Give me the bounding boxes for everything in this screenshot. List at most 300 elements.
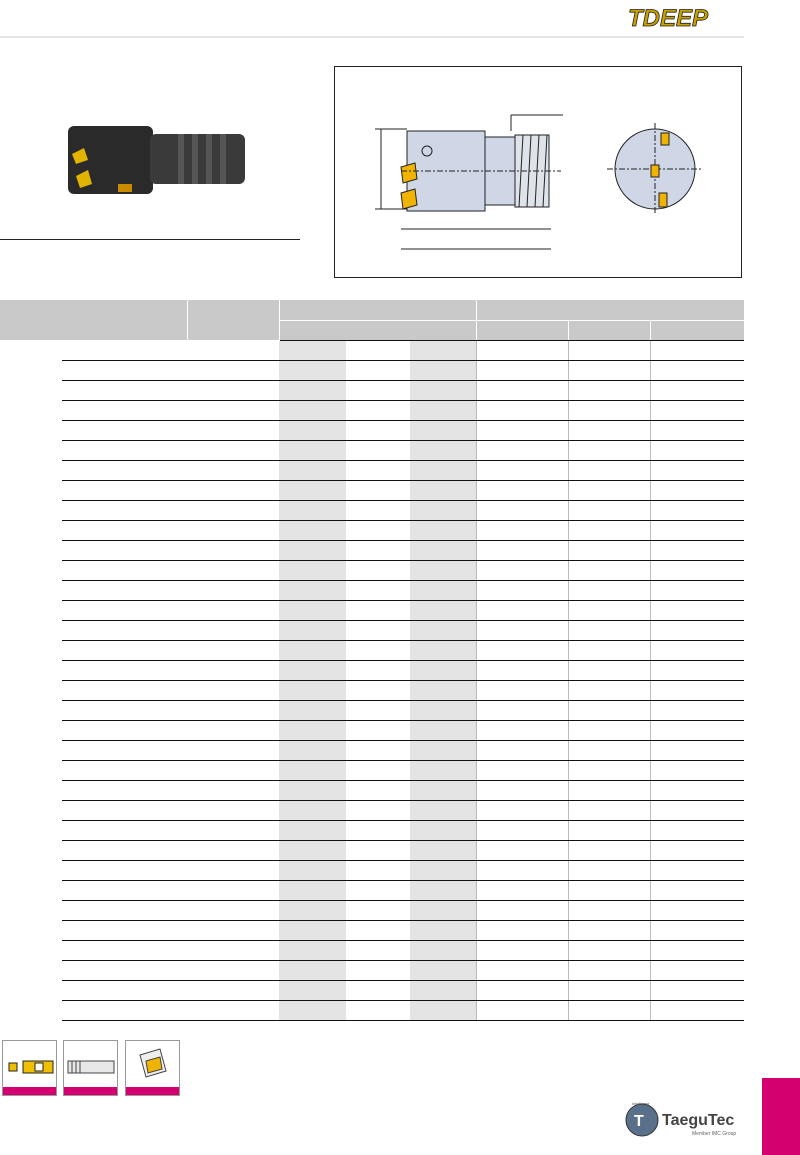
table-cell [476, 541, 568, 561]
table-cell [62, 461, 187, 481]
table-cell [279, 361, 346, 381]
table-cell [0, 961, 62, 981]
table-cell [650, 541, 744, 561]
table-cell [476, 981, 568, 1001]
table-cell [0, 661, 62, 681]
table-cell [187, 441, 279, 461]
table-cell [410, 1001, 476, 1021]
table-cell [62, 941, 187, 961]
table-cell [650, 661, 744, 681]
table-cell [62, 861, 187, 881]
table-cell [62, 541, 187, 561]
table-cell [568, 621, 650, 641]
table-cell [650, 341, 744, 361]
table-cell [650, 381, 744, 401]
table-cell [279, 981, 346, 1001]
table-cell [0, 701, 62, 721]
table-cell [568, 341, 650, 361]
table-row [0, 441, 744, 461]
table-cell [650, 741, 744, 761]
table-row [0, 881, 744, 901]
table-cell [650, 481, 744, 501]
table-cell [346, 641, 410, 661]
table-cell [187, 361, 279, 381]
table-cell [346, 381, 410, 401]
table-cell [650, 941, 744, 961]
table-cell [568, 361, 650, 381]
table-cell [346, 461, 410, 481]
table-cell [279, 581, 346, 601]
table-cell [187, 881, 279, 901]
cutter-dimension-drawing [335, 67, 743, 279]
table-cell [476, 801, 568, 821]
table-cell [62, 621, 187, 641]
table-cell [62, 501, 187, 521]
table-cell [279, 541, 346, 561]
table-cell [650, 921, 744, 941]
table-cell [0, 341, 62, 361]
table-cell [279, 961, 346, 981]
table-cell [476, 741, 568, 761]
brand-name: TaeguTec [662, 1112, 735, 1129]
table-cell [187, 781, 279, 801]
table-cell [568, 701, 650, 721]
table-cell [410, 941, 476, 961]
table-cell [0, 821, 62, 841]
table-row [0, 981, 744, 1001]
table-cell [346, 741, 410, 761]
table-cell [568, 961, 650, 981]
table-cell [650, 581, 744, 601]
table-row [0, 861, 744, 881]
drill-body-icon [63, 1040, 118, 1096]
table-cell [62, 601, 187, 621]
table-cell [279, 381, 346, 401]
table-cell [0, 681, 62, 701]
table-cell [410, 561, 476, 581]
table-cell [279, 701, 346, 721]
table-cell [187, 861, 279, 881]
table-cell [476, 1001, 568, 1021]
table-cell [346, 821, 410, 841]
table-cell [410, 681, 476, 701]
table-cell [0, 881, 62, 901]
table-cell [650, 601, 744, 621]
table-cell [62, 881, 187, 901]
table-cell [0, 861, 62, 881]
table-cell [650, 721, 744, 741]
table-cell [568, 901, 650, 921]
table-cell [187, 521, 279, 541]
table-cell [0, 901, 62, 921]
table-cell [187, 481, 279, 501]
photo-divider [0, 239, 300, 240]
table-cell [410, 801, 476, 821]
table-row [0, 961, 744, 981]
table-cell [187, 661, 279, 681]
table-cell [476, 641, 568, 661]
table-cell [568, 681, 650, 701]
table-cell [346, 361, 410, 381]
table-cell [476, 901, 568, 921]
table-cell [187, 601, 279, 621]
table-cell [62, 841, 187, 861]
table-cell [410, 441, 476, 461]
table-cell [410, 341, 476, 361]
table-cell [0, 981, 62, 1001]
table-cell [346, 421, 410, 441]
table-cell [279, 841, 346, 861]
table-cell [279, 821, 346, 841]
table-cell [568, 1001, 650, 1021]
table-cell [650, 361, 744, 381]
table-cell [62, 1001, 187, 1021]
table-cell [650, 441, 744, 461]
table-cell [62, 921, 187, 941]
table-cell [279, 941, 346, 961]
table-cell [410, 901, 476, 921]
table-cell [650, 561, 744, 581]
table-cell [279, 461, 346, 481]
table-cell [410, 401, 476, 421]
table-cell [279, 741, 346, 761]
taegutec-logo [624, 1100, 746, 1140]
table-cell [279, 421, 346, 441]
table-row [0, 901, 744, 921]
table-cell [650, 521, 744, 541]
table-row [0, 401, 744, 421]
table-cell [476, 681, 568, 701]
table-cell [346, 841, 410, 861]
table-cell [650, 821, 744, 841]
table-cell [476, 521, 568, 541]
table-cell [346, 401, 410, 421]
table-cell [650, 841, 744, 861]
table-cell [62, 561, 187, 581]
table-cell [187, 941, 279, 961]
table-cell [62, 741, 187, 761]
table-cell [279, 721, 346, 741]
table-cell [346, 921, 410, 941]
tdeep-logo [628, 4, 746, 30]
table-cell [346, 521, 410, 541]
table-row [0, 721, 744, 741]
table-cell [62, 781, 187, 801]
table-cell [279, 521, 346, 541]
table-cell [476, 701, 568, 721]
table-cell [62, 581, 187, 601]
table-cell [476, 861, 568, 881]
table-cell [568, 501, 650, 521]
table-cell [279, 441, 346, 461]
table-cell [650, 501, 744, 521]
table-row [0, 701, 744, 721]
table-cell [346, 801, 410, 821]
table-row [0, 841, 744, 861]
table-cell [62, 441, 187, 461]
table-cell [650, 801, 744, 821]
table-cell [346, 961, 410, 981]
table-cell [410, 781, 476, 801]
table-cell [410, 821, 476, 841]
table-row [0, 601, 744, 621]
table-cell [62, 721, 187, 741]
table-cell [476, 881, 568, 901]
table-cell [187, 1001, 279, 1021]
table-cell [650, 881, 744, 901]
table-cell [346, 981, 410, 1001]
table-cell [410, 581, 476, 601]
table-cell [0, 601, 62, 621]
table-cell [0, 581, 62, 601]
table-cell [346, 501, 410, 521]
table-row [0, 621, 744, 641]
table-cell [0, 401, 62, 421]
table-cell [410, 461, 476, 481]
table-cell [187, 721, 279, 741]
table-cell [410, 701, 476, 721]
table-row [0, 741, 744, 761]
designation-header [0, 300, 187, 341]
table-row [0, 641, 744, 661]
table-cell [0, 741, 62, 761]
technical-drawing [334, 66, 742, 278]
table-cell [187, 981, 279, 1001]
table-row [0, 561, 744, 581]
table-cell [650, 461, 744, 481]
table-cell [476, 481, 568, 501]
table-cell [650, 781, 744, 801]
table-row [0, 661, 744, 681]
table-cell [650, 701, 744, 721]
table-cell [568, 461, 650, 481]
table-cell [0, 381, 62, 401]
table-cell [410, 621, 476, 641]
table-cell [568, 601, 650, 621]
table-cell [346, 441, 410, 461]
table-cell [346, 601, 410, 621]
table-cell [346, 761, 410, 781]
table-cell [187, 921, 279, 941]
table-cell [0, 561, 62, 581]
table-cell [62, 521, 187, 541]
table-cell [410, 741, 476, 761]
table-cell [187, 641, 279, 661]
table-cell [568, 661, 650, 681]
table-cell [410, 981, 476, 1001]
table-cell [62, 681, 187, 701]
table-cell [279, 481, 346, 501]
table-cell [346, 341, 410, 361]
table-cell [568, 741, 650, 761]
table-cell [568, 561, 650, 581]
accessory-col-1-header [476, 321, 568, 341]
table-cell [568, 521, 650, 541]
table-cell [187, 501, 279, 521]
table-cell [0, 361, 62, 381]
table-cell [650, 421, 744, 441]
table-cell [476, 661, 568, 681]
table-cell [279, 801, 346, 821]
table-cell [476, 821, 568, 841]
table-cell [187, 381, 279, 401]
header-divider [0, 36, 744, 38]
table-cell [568, 861, 650, 881]
table-cell [0, 1001, 62, 1021]
table-cell [62, 801, 187, 821]
table-row [0, 941, 744, 961]
table-cell [476, 561, 568, 581]
table-cell [279, 641, 346, 661]
table-row [0, 381, 744, 401]
table-cell [187, 401, 279, 421]
table-cell [62, 641, 187, 661]
table-row [0, 1001, 744, 1021]
table-cell [568, 721, 650, 741]
table-cell [62, 401, 187, 421]
table-row [0, 681, 744, 701]
table-cell [187, 841, 279, 861]
table-cell [0, 541, 62, 561]
table-cell [346, 681, 410, 701]
table-cell [279, 901, 346, 921]
accessory-col-3-header [650, 321, 744, 341]
table-cell [410, 421, 476, 441]
table-cell [279, 881, 346, 901]
table-cell [346, 661, 410, 681]
table-cell [346, 581, 410, 601]
table-cell [476, 841, 568, 861]
table-cell [410, 881, 476, 901]
table-cell [410, 841, 476, 861]
table-cell [476, 941, 568, 961]
table-cell [568, 581, 650, 601]
table-cell [0, 421, 62, 441]
table-cell [568, 481, 650, 501]
table-cell [0, 481, 62, 501]
table-cell [279, 921, 346, 941]
table-cell [568, 421, 650, 441]
table-cell [476, 781, 568, 801]
table-cell [568, 821, 650, 841]
table-cell [0, 781, 62, 801]
spec-table-body [0, 341, 744, 1021]
table-cell [0, 621, 62, 641]
table-row [0, 341, 744, 361]
table-cell [62, 361, 187, 381]
table-cell [62, 961, 187, 981]
table-cell [568, 921, 650, 941]
table-cell [410, 661, 476, 681]
table-cell [346, 541, 410, 561]
table-row [0, 761, 744, 781]
table-cell [62, 761, 187, 781]
table-cell [346, 881, 410, 901]
table-cell [346, 1001, 410, 1021]
table-cell [279, 601, 346, 621]
table-row [0, 501, 744, 521]
table-cell [476, 601, 568, 621]
table-cell [568, 441, 650, 461]
table-cell [62, 381, 187, 401]
table-row [0, 821, 744, 841]
insert-pocket-icon [2, 1040, 57, 1096]
table-cell [410, 381, 476, 401]
table-cell [187, 701, 279, 721]
table-cell [62, 481, 187, 501]
table-cell [476, 441, 568, 461]
table-cell [476, 461, 568, 481]
table-cell [346, 721, 410, 741]
code-header [187, 300, 279, 341]
table-cell [476, 341, 568, 361]
table-row [0, 461, 744, 481]
table-cell [650, 621, 744, 641]
table-cell [410, 601, 476, 621]
table-cell [568, 881, 650, 901]
table-cell [410, 961, 476, 981]
table-cell [410, 721, 476, 741]
table-cell [568, 641, 650, 661]
table-cell [410, 361, 476, 381]
table-cell [410, 541, 476, 561]
table-cell [279, 661, 346, 681]
table-cell [187, 901, 279, 921]
table-cell [410, 481, 476, 501]
table-cell [0, 441, 62, 461]
table-cell [410, 641, 476, 661]
table-cell [476, 501, 568, 521]
table-cell [568, 781, 650, 801]
table-cell [187, 421, 279, 441]
table-cell [0, 461, 62, 481]
table-cell [62, 701, 187, 721]
table-cell [0, 761, 62, 781]
svg-text:T: T [634, 1113, 644, 1130]
table-cell [476, 381, 568, 401]
table-row [0, 581, 744, 601]
table-cell [279, 501, 346, 521]
dimensions-subheader [279, 321, 476, 341]
table-cell [62, 661, 187, 681]
table-cell [568, 381, 650, 401]
table-cell [187, 681, 279, 701]
table-cell [0, 501, 62, 521]
table-cell [568, 941, 650, 961]
table-cell [0, 841, 62, 861]
table-cell [0, 801, 62, 821]
table-cell [476, 921, 568, 941]
table-cell [62, 821, 187, 841]
table-cell [62, 981, 187, 1001]
spec-table [0, 300, 744, 1021]
table-cell [410, 761, 476, 781]
table-cell [187, 341, 279, 361]
table-cell [0, 641, 62, 661]
table-row [0, 521, 744, 541]
table-cell [187, 461, 279, 481]
table-cell [346, 941, 410, 961]
table-cell [568, 761, 650, 781]
table-cell [346, 621, 410, 641]
table-cell [650, 961, 744, 981]
table-cell [410, 521, 476, 541]
table-cell [62, 421, 187, 441]
table-cell [187, 961, 279, 981]
table-row [0, 801, 744, 821]
table-cell [187, 741, 279, 761]
brand-tagline: Member IMC Group [692, 1131, 737, 1137]
